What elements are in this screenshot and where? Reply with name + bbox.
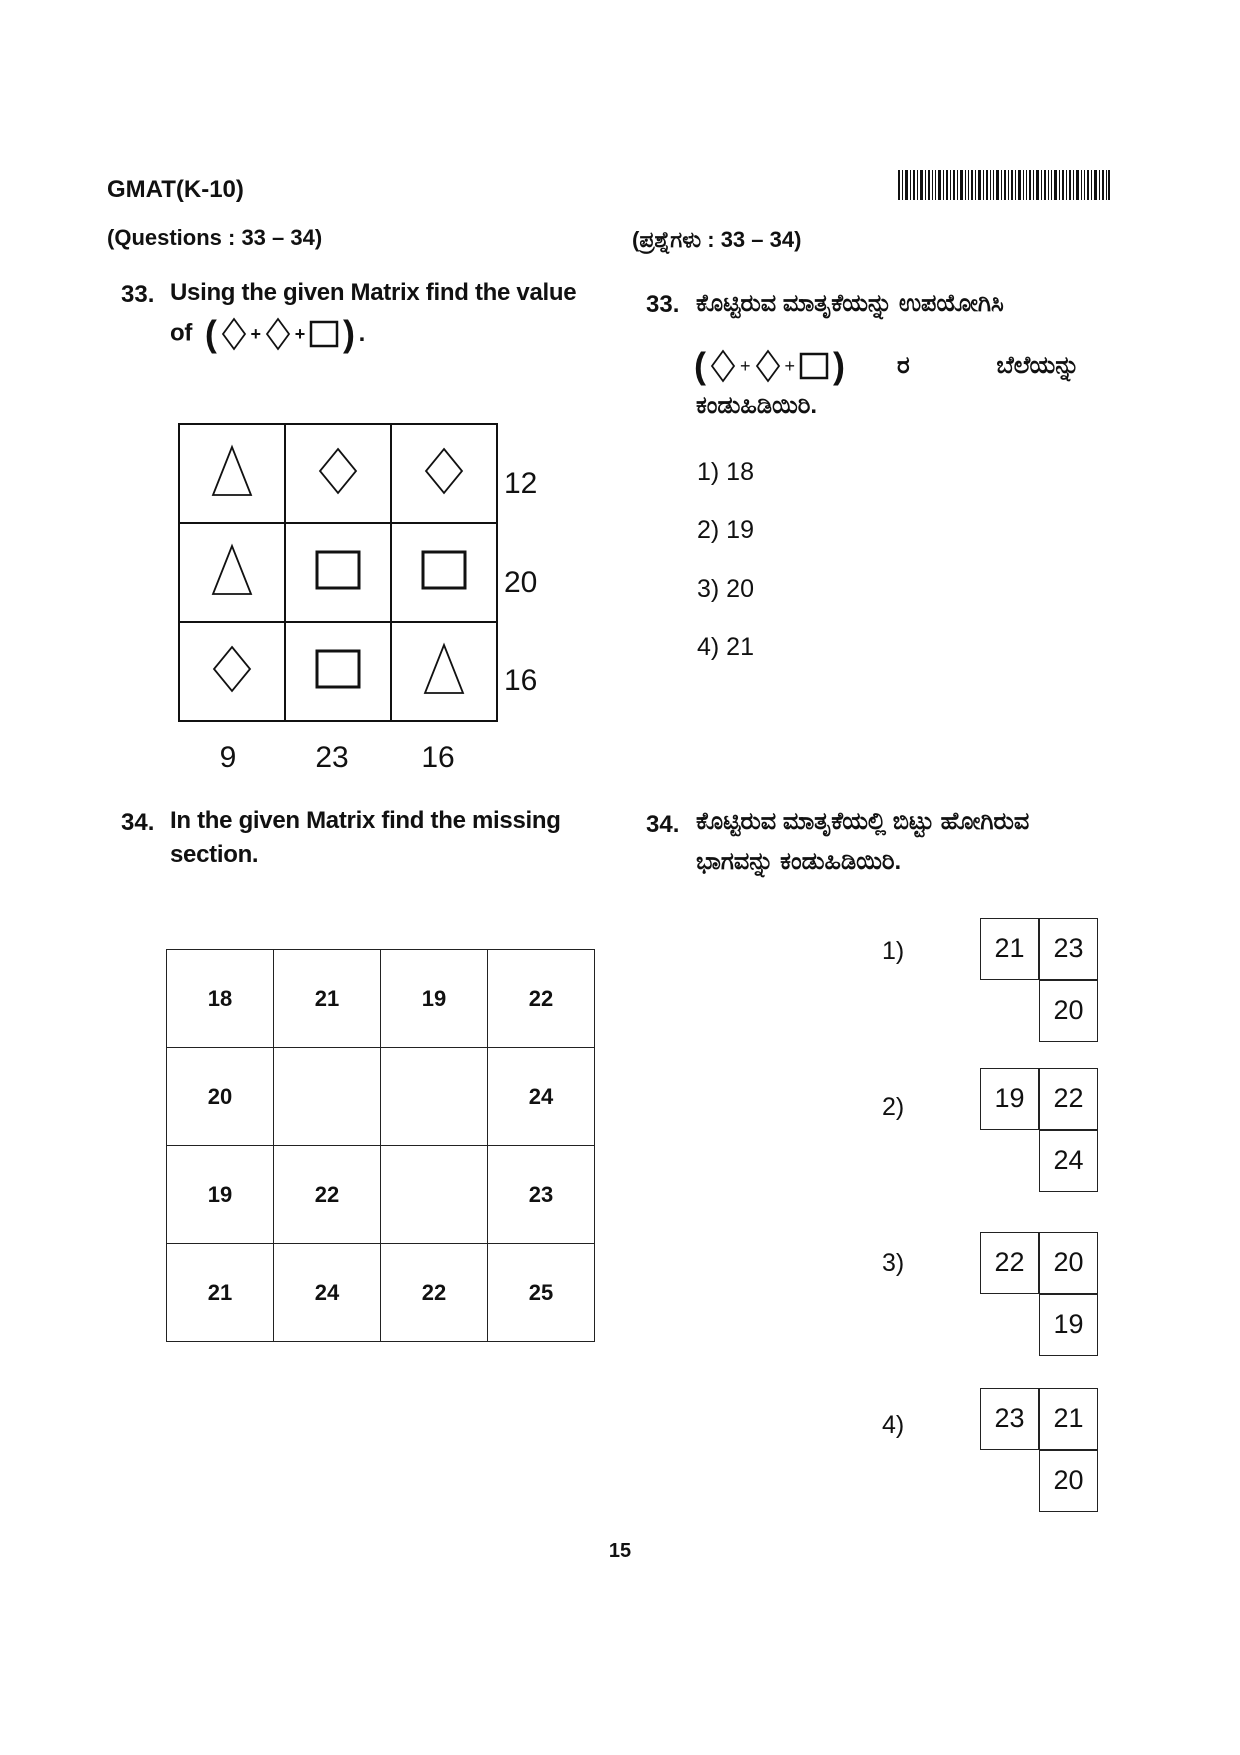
col-sum: 9 [219, 741, 237, 774]
matrix-cell: 19 [167, 1146, 274, 1244]
expr-period: . [358, 320, 366, 347]
col-sum: 23 [315, 741, 349, 774]
page-number: 15 [608, 1540, 632, 1562]
matrix-cell: 20 [167, 1048, 274, 1146]
q34-option-3[interactable] [980, 1232, 1100, 1356]
diamond-icon [265, 317, 291, 351]
matrix-cell: 22 [274, 1146, 381, 1244]
q34-option-1-label[interactable]: 1) [882, 937, 905, 965]
matrix-cell [391, 622, 497, 721]
q33-kn-line3: ಕಂಡುಹಿಡಿಯಿರಿ. [696, 392, 818, 419]
diamond-icon [710, 349, 736, 383]
q34-number: 34. [121, 809, 155, 836]
square-icon [420, 548, 468, 592]
diamond-icon [316, 445, 360, 497]
q34-kn-text [696, 802, 1136, 882]
q34-kn-number: 34. [646, 811, 680, 838]
matrix-cell [391, 424, 497, 523]
matrix-cell [179, 523, 285, 622]
barcode-icon [898, 170, 1110, 200]
q33-option-3[interactable]: 3) 20 [697, 575, 754, 603]
q34-option-3-label[interactable]: 3) [882, 1249, 905, 1277]
q33-line2-wrap [170, 313, 620, 354]
square-icon [314, 647, 362, 691]
q33-line1: Using the given Matrix find the value [170, 279, 577, 306]
matrix-cell: 24 [488, 1048, 595, 1146]
expr-plus: + [250, 324, 261, 344]
matrix-cell: 18 [167, 950, 274, 1048]
q33-matrix [178, 423, 498, 722]
option-cell: 22 [1039, 1068, 1098, 1130]
matrix-row [179, 523, 497, 622]
matrix-row [167, 1048, 595, 1146]
option-cell: 19 [1039, 1294, 1098, 1356]
matrix-cell-blank [274, 1048, 381, 1146]
square-icon [309, 319, 339, 349]
matrix-cell: 23 [488, 1146, 595, 1244]
matrix-cell [285, 622, 391, 721]
q34-kn-line2: ಭಾಗವನ್ನು ಕಂಡುಹಿಡಿಯಿರಿ. [696, 848, 902, 875]
matrix-row [179, 622, 497, 721]
q34-line2: section. [170, 841, 259, 868]
matrix-cell: 22 [488, 950, 595, 1048]
expr-close-paren: ) [833, 345, 846, 386]
matrix-row [167, 950, 595, 1048]
expr-open-paren: ( [204, 313, 217, 354]
diamond-icon [210, 643, 254, 695]
q34-matrix [166, 949, 595, 1342]
triangle-icon [207, 542, 257, 598]
q33-kn-line2-wrap [694, 344, 1134, 388]
option-cell: 23 [1039, 918, 1098, 980]
q34-kn-line1: ಕೊಟ್ಟಿರುವ ಮಾತೃಕೆಯಲ್ಲಿ ಬಿಟ್ಟು ಹೋಗಿರುವ [696, 808, 1030, 835]
matrix-row [167, 1146, 595, 1244]
q34-text [170, 804, 620, 872]
option-cell: 20 [1039, 1232, 1098, 1294]
q33-option-4[interactable]: 4) 21 [697, 633, 754, 661]
matrix-cell [285, 424, 391, 523]
diamond-icon [422, 445, 466, 497]
section-range-kn: (ಪ್ರಶ್ನೆಗಳು : 33 – 34) [632, 227, 802, 252]
square-icon [314, 548, 362, 592]
q33-option-2[interactable]: 2) 19 [697, 516, 754, 544]
matrix-row [167, 1244, 595, 1342]
row-sum: 20 [504, 566, 538, 599]
q33-kn-number: 33. [646, 291, 680, 318]
q34-option-2[interactable] [980, 1068, 1100, 1192]
triangle-icon [207, 443, 257, 499]
row-sum: 12 [504, 467, 538, 500]
q33-kn-line2: ರ ಬೆಲೆಯನ್ನು [897, 352, 1080, 379]
q34-line1: In the given Matrix find the missing [170, 807, 561, 834]
matrix-row [179, 424, 497, 523]
q34-option-4-label[interactable]: 4) [882, 1411, 905, 1439]
matrix-cell [179, 622, 285, 721]
expr-plus: + [740, 355, 751, 376]
option-cell: 19 [980, 1068, 1039, 1130]
expr-close-paren: ) [342, 313, 355, 354]
q33-text [170, 276, 620, 352]
matrix-cell [179, 424, 285, 523]
matrix-cell: 19 [381, 950, 488, 1048]
option-cell: 20 [1039, 1450, 1098, 1512]
q34-option-1[interactable] [980, 918, 1100, 1042]
q33-kn-expression [694, 345, 846, 386]
section-range-en: (Questions : 33 – 34) [107, 225, 323, 250]
row-sum: 16 [504, 664, 538, 697]
q33-kn-line1: ಕೊಟ್ಟಿರುವ ಮಾತೃಕೆಯನ್ನು ಉಪಯೋಗಿಸಿ [696, 290, 1004, 317]
q34-option-4[interactable] [980, 1388, 1100, 1512]
matrix-cell: 21 [274, 950, 381, 1048]
matrix-cell: 22 [381, 1244, 488, 1342]
q33-number: 33. [121, 281, 155, 308]
triangle-icon [419, 641, 469, 697]
matrix-cell [391, 523, 497, 622]
q33-option-1[interactable]: 1) 18 [697, 458, 754, 486]
expr-plus: + [784, 355, 796, 376]
matrix-cell: 25 [488, 1244, 595, 1342]
option-cell: 24 [1039, 1130, 1098, 1192]
expr-open-paren: ( [694, 345, 706, 386]
option-cell: 21 [980, 918, 1039, 980]
paper-code: GMAT(K-10) [107, 176, 244, 203]
option-cell: 22 [980, 1232, 1039, 1294]
matrix-cell: 24 [274, 1244, 381, 1342]
diamond-icon [221, 317, 247, 351]
matrix-cell-blank [381, 1048, 488, 1146]
q33-line2: of [170, 319, 193, 347]
matrix-cell-blank [381, 1146, 488, 1244]
col-sum: 16 [421, 741, 455, 774]
q34-option-2-label[interactable]: 2) [882, 1093, 905, 1121]
expr-plus: + [294, 324, 305, 344]
matrix-cell: 21 [167, 1244, 274, 1342]
option-cell: 21 [1039, 1388, 1098, 1450]
square-icon [799, 351, 829, 381]
q33-expression [204, 313, 366, 354]
matrix-cell [285, 523, 391, 622]
option-cell: 23 [980, 1388, 1039, 1450]
option-cell: 20 [1039, 980, 1098, 1042]
diamond-icon [755, 349, 781, 383]
